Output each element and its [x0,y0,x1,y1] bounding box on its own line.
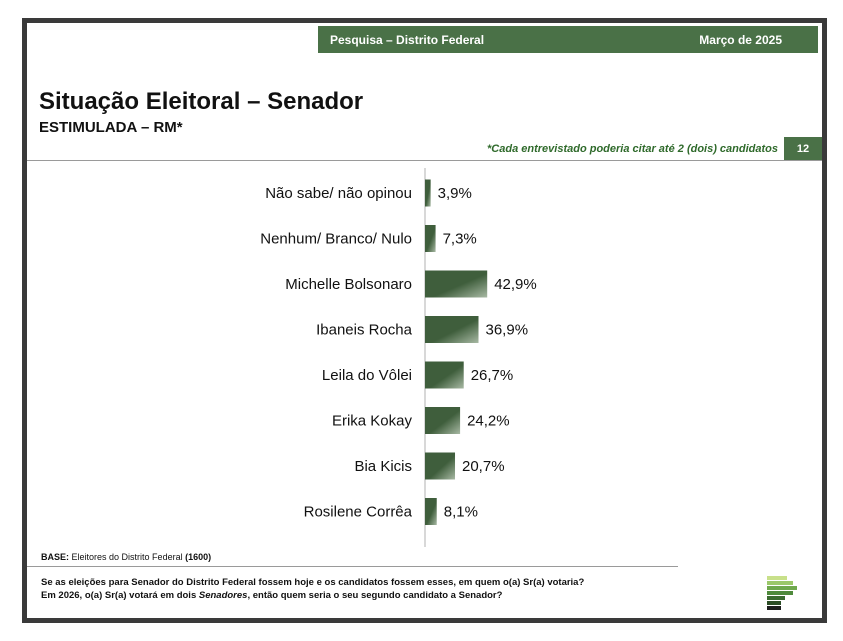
divider [27,160,822,161]
value-label: 26,7% [470,367,514,384]
category-label: Ibaneis Rocha [316,321,412,339]
bar [425,180,431,207]
survey-label: Pesquisa – Distrito Federal [330,33,485,47]
bar [425,316,479,343]
footnote: *Cada entrevistado poderia citar até 2 (dois) candidatos [487,143,778,155]
bar [425,271,487,298]
header-bar [318,26,818,53]
page-subtitle: ESTIMULADA – RM* [39,119,183,136]
bar [425,362,464,389]
bar [425,225,436,252]
category-label: Nenhum/ Branco/ Nulo [260,230,412,248]
value-label: 8,1% [443,503,478,521]
question-line-2: Em 2026, o(a) Sr(a) votará em dois Senadores, então quem seria o seu segundo candidato a Senador? [41,590,503,601]
bar [425,498,437,525]
base-note [41,552,211,562]
category-label: Erika Kokay [331,412,412,430]
date-label: Março de 2025 [699,33,782,47]
base-label: BASE: [41,552,70,562]
divider-bottom [27,566,678,567]
category-label: Rosilene Corrêa [303,503,412,521]
value-label: 36,9% [485,321,529,339]
page-title: Situação Eleitoral – Senador [39,88,364,115]
question-line-1: Se as eleições para Senador do Distrito Federal fossem hoje e os candidatos fossem esses, em quem o(a) Sr(a) votaria? [41,577,585,588]
bar [425,453,455,480]
value-label: 3,9% [437,185,472,202]
page-number: 12 [784,137,822,161]
base-n: (1600) [185,552,212,562]
bar-chart [27,168,822,553]
base-text: Eleitores do Distrito Federal [71,552,183,562]
bar [425,407,460,434]
value-label: 24,2% [467,412,510,430]
slide [22,18,827,623]
question-text [41,576,584,602]
category-label: Leila do Vôlei [321,367,412,384]
category-label: Bia Kicis [354,458,412,475]
category-label: Michelle Bolsonaro [285,276,412,293]
category-label: Não sabe/ não opinou [265,185,412,202]
company-logo-icon [767,576,801,612]
value-label: 20,7% [462,458,505,475]
value-label: 7,3% [442,230,477,248]
value-label: 42,9% [494,276,537,293]
